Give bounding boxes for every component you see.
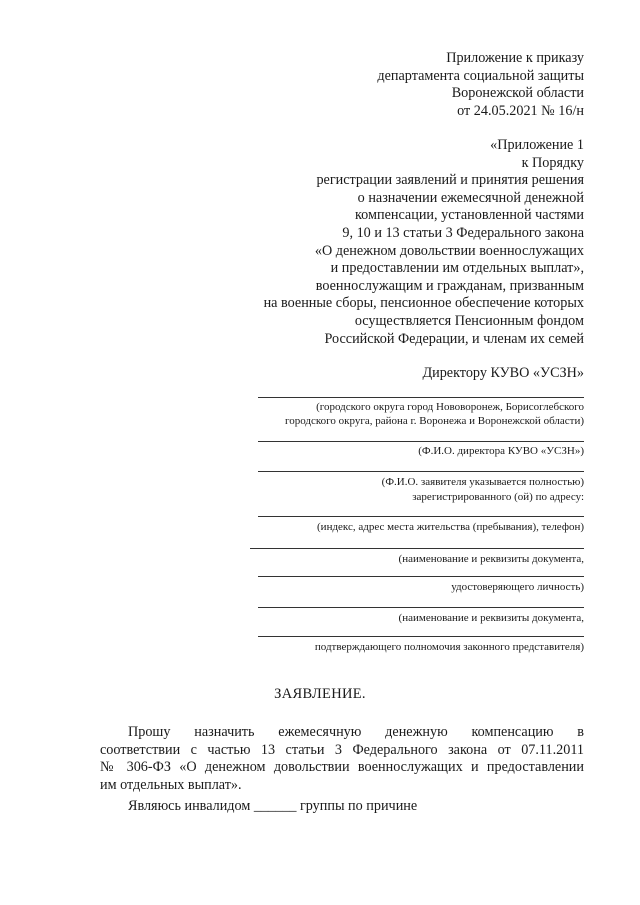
director-addressee: Директору КУВО «УСЗН» xyxy=(422,365,584,381)
district-caption: городского округа, района г. Воронежа и Воронежской области) xyxy=(284,415,584,427)
header-line: департамента социальной защиты xyxy=(377,67,584,84)
representative-doc-fill-line[interactable] xyxy=(258,607,584,608)
paragraph-line: № 306-ФЗ «О денежном довольствии военнослужащих и предоставлении xyxy=(100,759,584,776)
registered-address-caption: зарегистрированного (ой) по адресу: xyxy=(412,491,584,503)
appendix-line: на военные сборы, пенсионное обеспечение которых xyxy=(263,295,584,312)
appendix-line: «Приложение 1 xyxy=(490,137,584,153)
appendix-header xyxy=(264,137,584,348)
applicant-name-fill-line[interactable] xyxy=(258,471,584,472)
application-paragraph xyxy=(100,724,584,794)
district-caption: (городского округа город Нововоронеж, Борисоглебского xyxy=(316,401,584,413)
district-fill-line[interactable] xyxy=(258,397,584,398)
director-name-fill-line[interactable] xyxy=(258,441,584,442)
appendix-line: осуществляется Пенсионным фондом xyxy=(354,312,584,329)
appendix-line: «О денежном довольствии военнослужащих xyxy=(314,242,584,259)
identity-doc-caption: (наименование и реквизиты документа, xyxy=(398,553,584,565)
appendix-line: регистрации заявлений и принятия решения xyxy=(316,172,584,189)
identity-doc-caption: удостоверяющего личность) xyxy=(451,581,584,593)
order-header xyxy=(377,50,584,120)
representative-doc-caption: (наименование и реквизиты документа, xyxy=(398,612,584,624)
address-fill-line[interactable] xyxy=(258,516,584,517)
identity-doc-fill-line-2[interactable] xyxy=(258,576,584,577)
director-name-caption: (Ф.И.О. директора КУВО «УСЗН») xyxy=(418,445,584,457)
address-caption: (индекс, адрес места жительства (пребывания), телефон) xyxy=(317,521,584,533)
appendix-line: 9, 10 и 13 статьи 3 Федерального закона xyxy=(342,224,584,241)
appendix-line: и предоставлении им отдельных выплат», xyxy=(330,260,584,277)
paragraph-line: им отдельных выплат». xyxy=(100,776,242,793)
appendix-line: военнослужащим и гражданам, призванным xyxy=(315,277,584,294)
appendix-line: Российской Федерации, и членам их семей xyxy=(324,330,584,347)
representative-doc-fill-line-2[interactable] xyxy=(258,636,584,637)
applicant-name-caption: (Ф.И.О. заявителя указывается полностью) xyxy=(381,476,584,488)
paragraph-line: соответствии с частью 13 статьи 3 Федерального закона от 07.11.2011 xyxy=(100,741,584,758)
document-title: ЗАЯВЛЕНИЕ. xyxy=(274,686,366,702)
appendix-line: о назначении ежемесячной денежной xyxy=(357,189,584,206)
identity-doc-fill-line[interactable] xyxy=(250,548,584,549)
appendix-line: к Порядку xyxy=(521,154,584,171)
disability-paragraph: Являюсь инвалидом ______ группы по причине xyxy=(128,798,418,814)
header-line: от 24.05.2021 № 16/н xyxy=(457,102,584,119)
paragraph-line: Прошу назначить ежемесячную денежную компенсацию в xyxy=(128,724,584,740)
header-line: Приложение к приказу xyxy=(446,50,584,66)
representative-doc-caption: подтверждающего полномочия законного представителя) xyxy=(314,641,584,653)
appendix-line: компенсации, установленной частями xyxy=(355,207,584,224)
header-line: Воронежской области xyxy=(451,85,584,102)
